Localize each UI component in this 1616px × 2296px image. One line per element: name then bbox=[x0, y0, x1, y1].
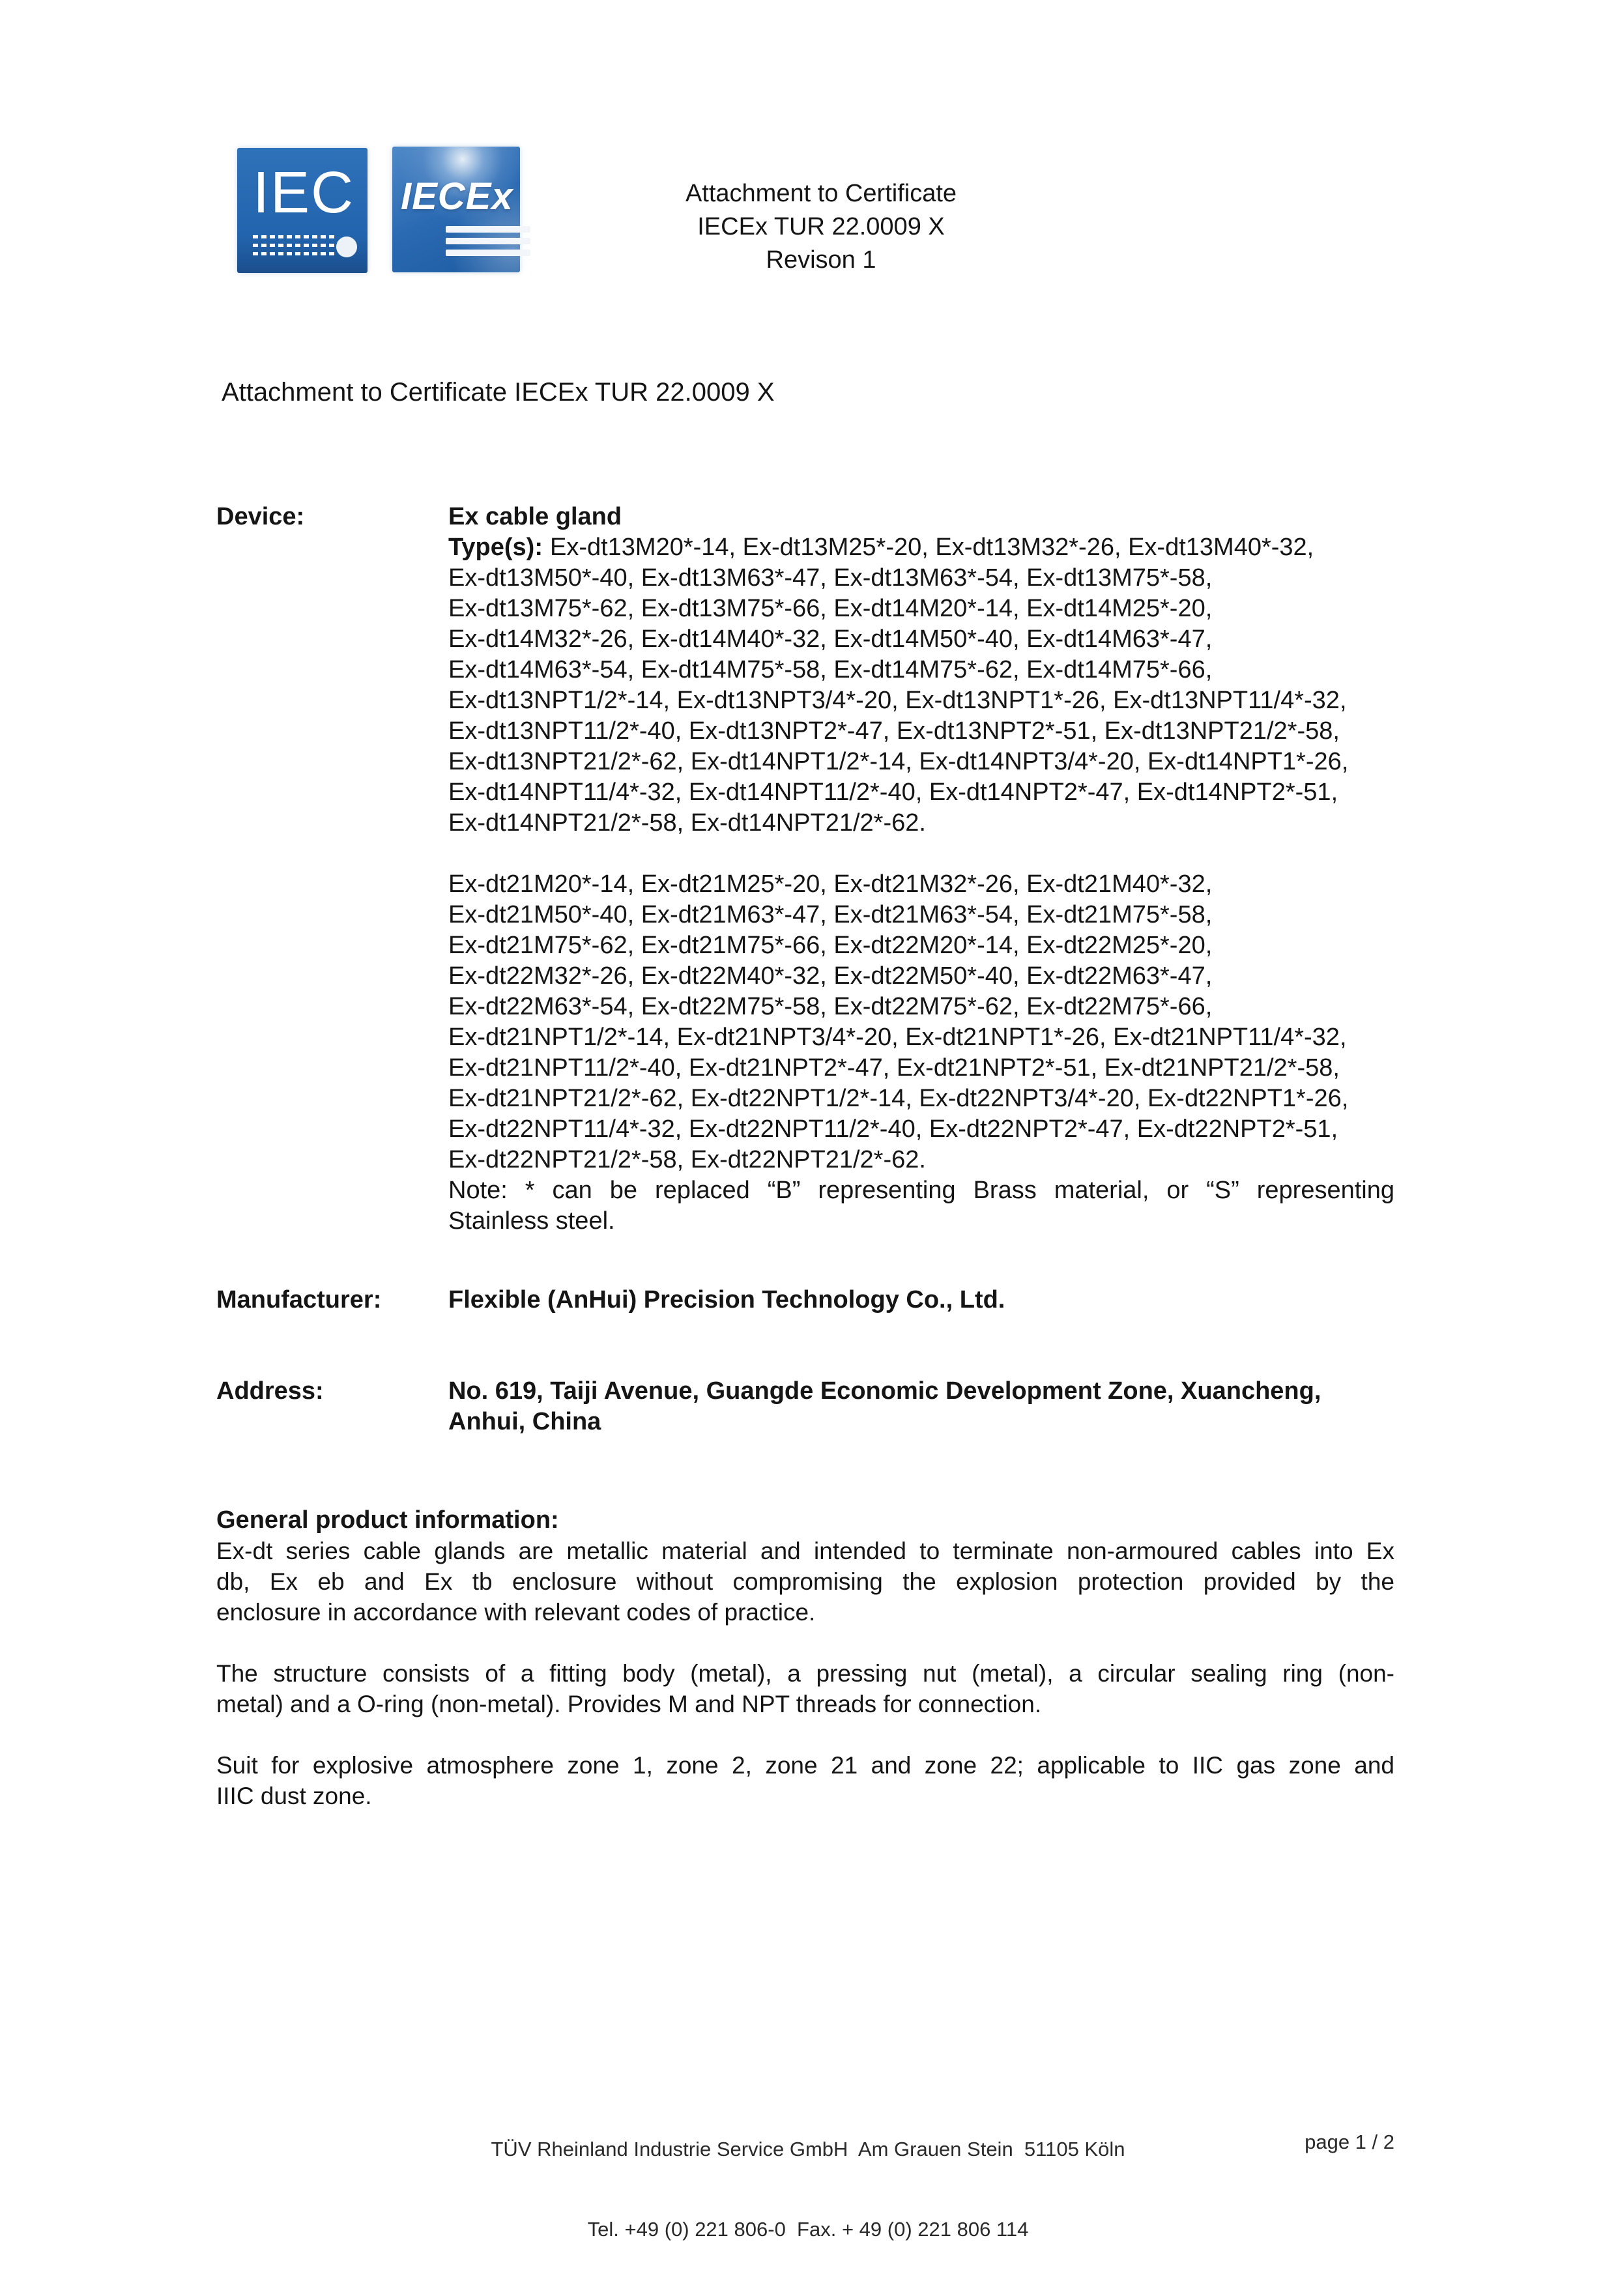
footer bbox=[0, 2082, 1616, 2296]
type-line: Ex-dt13M50*-40, Ex-dt13M63*-47, Ex-dt13M63*-54, Ex-dt13M75*-58, bbox=[448, 564, 1213, 592]
note-line: Note: * can be replaced “B” representing Brass material, or “S” representing bbox=[448, 1177, 1394, 1204]
type-line: Ex-dt13NPT21/2*-62, Ex-dt14NPT1/2*-14, Ex-dt14NPT3/4*-20, Ex-dt14NPT1*-26, bbox=[448, 748, 1349, 775]
header-title-line-1: Attachment to Certificate bbox=[685, 180, 957, 207]
type-line: Ex-dt22NPT11/4*-32, Ex-dt22NPT11/2*-40, Ex-dt22NPT2*-47, Ex-dt22NPT2*-51, bbox=[448, 1115, 1338, 1143]
type-line-text: Ex-dt13M20*-14, Ex-dt13M25*-20, Ex-dt13M32*-26, Ex-dt13M40*-32, bbox=[549, 534, 1314, 561]
address-value bbox=[448, 1376, 1394, 1437]
type-line: Ex-dt21M75*-62, Ex-dt21M75*-66, Ex-dt22M20*-14, Ex-dt22M25*-20, bbox=[448, 932, 1213, 959]
header-title-line-3: Revison 1 bbox=[766, 246, 876, 274]
iec-logo-lines-icon bbox=[253, 235, 335, 261]
device-label: Device: bbox=[216, 503, 305, 530]
general-info-section bbox=[216, 1505, 1394, 1811]
iecex-logo bbox=[392, 147, 520, 272]
iecex-stripe-icon bbox=[446, 226, 530, 233]
iecex-logo-text: IECEx bbox=[401, 175, 513, 218]
footer-line-1: TÜV Rheinland Industrie Service GmbH Am Grauen Stein 51105 Köln bbox=[491, 2138, 1125, 2160]
address-label: Address: bbox=[216, 1377, 324, 1405]
paragraph-line: Ex-dt series cable glands are metallic material and intended to terminate non-armoured cables into Ex bbox=[216, 1538, 1394, 1564]
general-paragraph-3 bbox=[216, 1750, 1394, 1811]
manufacturer-label: Manufacturer: bbox=[216, 1286, 382, 1313]
type-line bbox=[448, 532, 1394, 563]
iec-logo-text: IEC bbox=[253, 160, 355, 225]
general-paragraph-1 bbox=[216, 1536, 1394, 1628]
general-info-heading: General product information: bbox=[216, 1506, 559, 1534]
paragraph-line: enclosure in accordance with relevant codes of practice. bbox=[216, 1599, 816, 1626]
iecex-stripe-icon bbox=[446, 250, 530, 256]
type-line: Ex-dt14NPT11/4*-32, Ex-dt14NPT11/2*-40, Ex-dt14NPT2*-47, Ex-dt14NPT2*-51, bbox=[448, 779, 1338, 806]
type-line: Ex-dt13NPT11/2*-40, Ex-dt13NPT2*-47, Ex-dt13NPT2*-51, Ex-dt13NPT21/2*-58, bbox=[448, 717, 1340, 745]
footer-line-2: Tel. +49 (0) 221 806-0 Fax. + 49 (0) 221 806 114 bbox=[587, 2218, 1029, 2241]
paragraph-line: IIIC dust zone. bbox=[216, 1783, 372, 1809]
paragraph-line: The structure consists of a fitting body (metal), a pressing nut (metal), a circular sealing ring (non- bbox=[216, 1660, 1394, 1687]
page-number: page 1 / 2 bbox=[1305, 2131, 1394, 2153]
iec-logo-dot-icon bbox=[336, 237, 357, 257]
paragraph-line: metal) and a O-ring (non-metal). Provides M and NPT threads for connection. bbox=[216, 1691, 1042, 1717]
type-line: Ex-dt13M75*-62, Ex-dt13M75*-66, Ex-dt14M20*-14, Ex-dt14M25*-20, bbox=[448, 595, 1213, 622]
header-title bbox=[547, 177, 1095, 277]
type-line: Ex-dt22M32*-26, Ex-dt22M40*-32, Ex-dt22M50*-40, Ex-dt22M63*-47, bbox=[448, 962, 1213, 990]
note-line: Stainless steel. bbox=[448, 1207, 615, 1235]
types-group-1 bbox=[448, 563, 1394, 839]
address-line: No. 619, Taiji Avenue, Guangde Economic Development Zone, Xuancheng, bbox=[448, 1377, 1321, 1405]
type-line: Ex-dt21M50*-40, Ex-dt21M63*-47, Ex-dt21M63*-54, Ex-dt21M75*-58, bbox=[448, 901, 1213, 928]
paragraph-line: db, Ex eb and Ex tb enclosure without compromising the explosion protection provided by the bbox=[216, 1568, 1394, 1595]
type-line: Ex-dt21M20*-14, Ex-dt21M25*-20, Ex-dt21M32*-26, Ex-dt21M40*-32, bbox=[448, 870, 1213, 898]
type-line: Ex-dt22M63*-54, Ex-dt22M75*-58, Ex-dt22M75*-62, Ex-dt22M75*-66, bbox=[448, 993, 1213, 1020]
device-name: Ex cable gland bbox=[448, 503, 622, 530]
type-line: Ex-dt14NPT21/2*-58, Ex-dt14NPT21/2*-62. bbox=[448, 809, 926, 837]
type-line: Ex-dt14M32*-26, Ex-dt14M40*-32, Ex-dt14M50*-40, Ex-dt14M63*-47, bbox=[448, 625, 1213, 653]
iec-logo bbox=[237, 148, 368, 273]
paragraph-line: Suit for explosive atmosphere zone 1, zone 2, zone 21 and zone 22; applicable to IIC gas zone and bbox=[216, 1752, 1394, 1779]
manufacturer-value: Flexible (AnHui) Precision Technology Co., Ltd. bbox=[448, 1286, 1005, 1313]
type-line: Ex-dt21NPT1/2*-14, Ex-dt21NPT3/4*-20, Ex-dt21NPT1*-26, Ex-dt21NPT11/4*-32, bbox=[448, 1024, 1347, 1051]
types-group-2 bbox=[448, 869, 1394, 1175]
header-title-line-2: IECEx TUR 22.0009 X bbox=[697, 213, 945, 240]
type-line: Ex-dt21NPT11/2*-40, Ex-dt21NPT2*-47, Ex-dt21NPT2*-51, Ex-dt21NPT21/2*-58, bbox=[448, 1054, 1340, 1082]
type-line: Ex-dt22NPT21/2*-58, Ex-dt22NPT21/2*-62. bbox=[448, 1146, 926, 1173]
types-label: Type(s): bbox=[448, 534, 543, 561]
iecex-stripe-icon bbox=[446, 238, 530, 244]
general-paragraph-2 bbox=[216, 1658, 1394, 1719]
address-line: Anhui, China bbox=[448, 1408, 601, 1435]
device-value bbox=[448, 502, 1394, 1237]
document-heading: Attachment to Certificate IECEx TUR 22.0009 X bbox=[222, 378, 775, 407]
type-line: Ex-dt21NPT21/2*-62, Ex-dt22NPT1/2*-14, Ex-dt22NPT3/4*-20, Ex-dt22NPT1*-26, bbox=[448, 1085, 1349, 1112]
type-line: Ex-dt14M63*-54, Ex-dt14M75*-58, Ex-dt14M75*-62, Ex-dt14M75*-66, bbox=[448, 656, 1213, 683]
type-line: Ex-dt13NPT1/2*-14, Ex-dt13NPT3/4*-20, Ex-dt13NPT1*-26, Ex-dt13NPT11/4*-32, bbox=[448, 687, 1347, 714]
